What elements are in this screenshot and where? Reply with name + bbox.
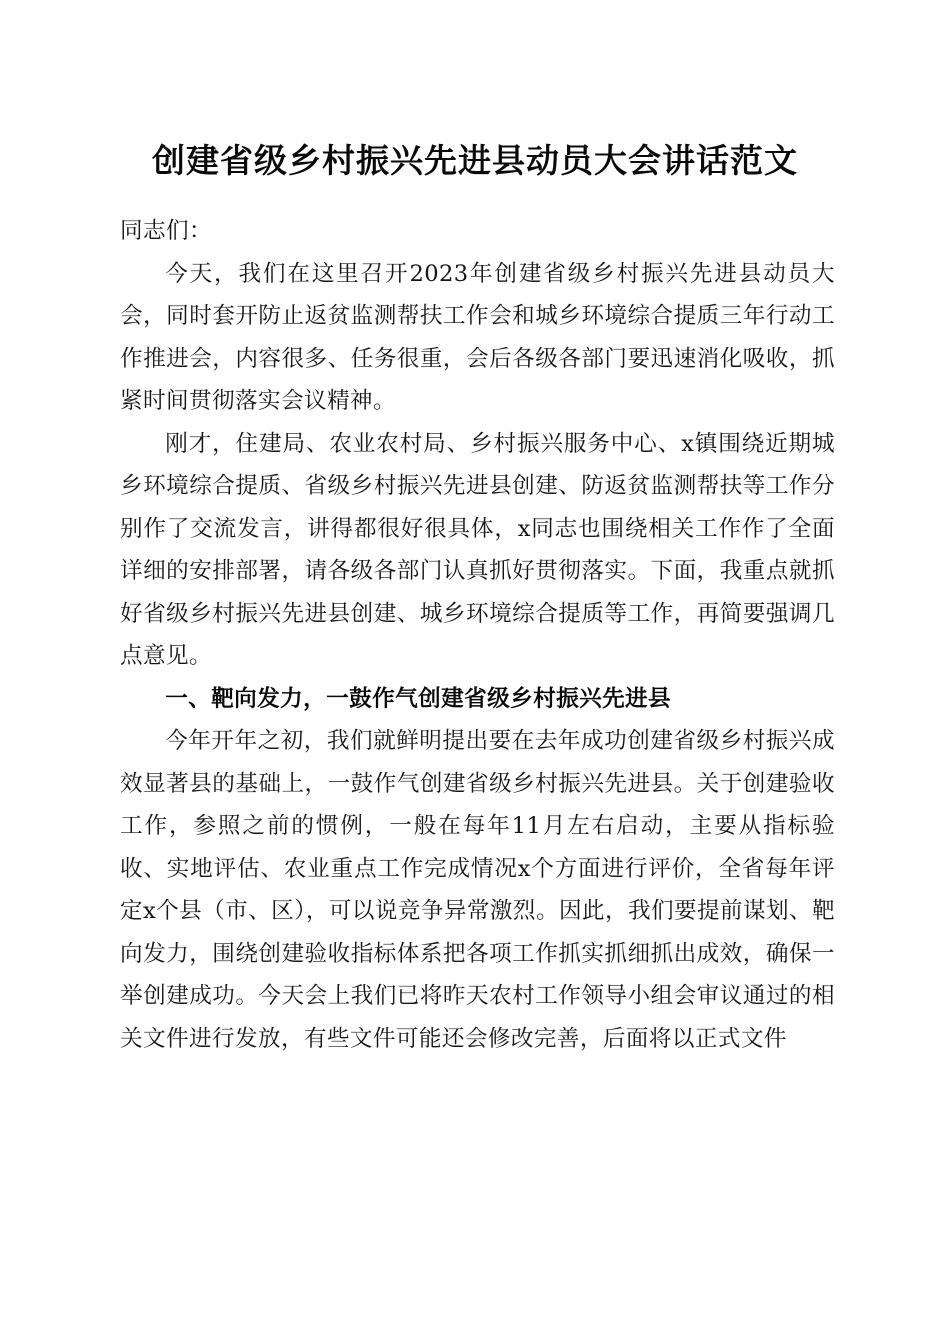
- paragraph-section-1: 今年开年之初，我们就鲜明提出要在去年成功创建省级乡村振兴成效显著县的基础上，一鼓作气创建省级乡村振兴先进县。关于创建验收工作，参照之前的惯例，一般在每年11月左右启动，主要从指标验收、实地评估、农业重点工作完成情况x个方面进行评价，全省每年评定x个县（市、区），可以说竞争异常激烈。因此，我们要提前谋划、靶向发力，围绕创建验收指标体系把各项工作抓实抓细抓出成效，确保一举创建成功。今天会上我们已将昨天农村工作领导小组会审议通过的相关文件进行发放，有些文件可能还会修改完善，后面将以正式文件: [120, 728, 835, 1052]
- document-title: 创建省级乡村振兴先进县动员大会讲话范文: [152, 141, 798, 180]
- paragraph-summary: 刚才，住建局、农业农村局、乡村振兴服务中心、x镇围绕近期城乡环境综合提质、省级乡村振兴先进县创建、防返贫监测帮扶等工作分别作了交流发言，讲得都很好很具体，x同志也围绕相关工作作了全面详细的安排部署，请各级各部门认真抓好贯彻落实。下面，我重点就抓好省级乡村振兴先进县创建、城乡环境综合提质等工作，再简要强调几点意见。: [120, 430, 835, 669]
- paragraph-opening: 今天，我们在这里召开2023年创建省级乡村振兴先进县动员大会，同时套开防止返贫监测帮扶工作会和城乡环境综合提质三年行动工作推进会，内容很多、任务很重，会后各级各部门要迅速消化吸收，抓紧时间贯彻落实会议精神。: [120, 260, 835, 414]
- section-heading-1: 一、靶向发力，一鼓作气创建省级乡村振兴先进县: [165, 685, 672, 712]
- salutation: 同志们：: [120, 218, 212, 244]
- document-body: [120, 210, 835, 1060]
